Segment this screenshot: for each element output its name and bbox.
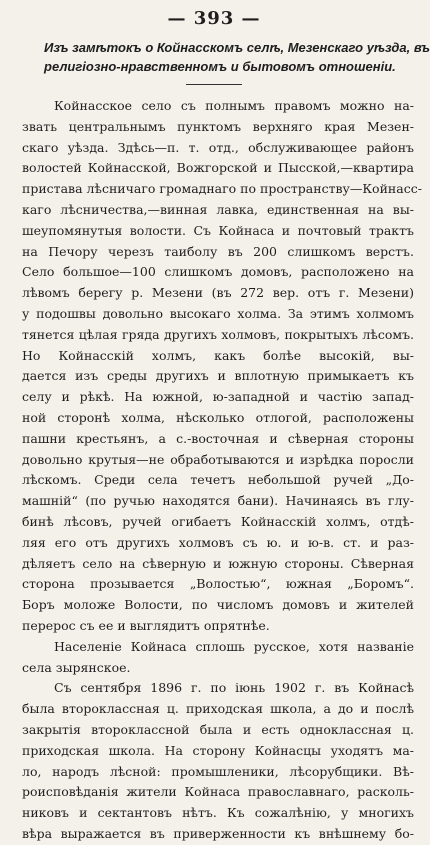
text-line: машній“ (по ручью находятся бани). Начинаясь въ глу-: [22, 493, 414, 509]
text-line: дѣляетъ село на сѣверную и южную стороны. Сѣверная: [22, 555, 414, 571]
text-line: скаго уѣзда. Здѣсь—п. т. отд., обслуживающее районъ: [22, 139, 414, 155]
text-line: была второклассная ц. приходская школа, а до и послѣ: [22, 701, 414, 717]
text-line: волостей Койнасской, Вожгорской и Пысской,—квартира: [22, 160, 414, 176]
text-line: приходская школа. На сторону Койнасцы уходятъ ма-: [22, 742, 414, 758]
paragraph: [22, 678, 414, 844]
text-line: никовъ и сектантовъ нѣтъ. Къ сожалѣнію, у многихъ: [22, 805, 414, 821]
text-line: бинѣ лѣсовъ, ручей огибаетъ Койнасскій холмъ, отдѣ-: [22, 513, 414, 529]
text-line: Койнасское село съ полнымъ правомъ можно на-: [54, 98, 414, 113]
text-line: Населеніе Койнаса сплошь русское, хотя названіе: [54, 638, 414, 654]
text-line: Боръ моложе Волости, по числомъ домовъ и жителей: [22, 597, 414, 613]
text-line: лѣвомъ берегу р. Мезени (въ 272 вер. отъ г. Мезени): [22, 285, 414, 301]
text-line: дается изъ среды другихъ и вплотную примыкаетъ къ: [22, 368, 414, 384]
article-heading: [44, 38, 430, 76]
text-line: звать центральнымъ пунктомъ верхняго края Мезен-: [22, 118, 414, 134]
text-line: Но Койнасскій холмъ, какъ болѣе высокій, вы-: [22, 347, 414, 363]
page-number: — 393 —: [167, 8, 261, 29]
text-line: шеупомянутыя волости. Съ Койнаса и почтовый трактъ: [22, 222, 414, 238]
text-line: тянется цѣлая гряда другихъ холмовъ, покрытыхъ лѣсомъ.: [22, 326, 414, 342]
text-line: Съ сентября 1896 г. по іюнь 1902 г. въ Койнасѣ: [54, 680, 414, 696]
text-line: селу и рѣкѣ. На южной, ю-западной и частію запад-: [22, 389, 414, 405]
text-line: закрытія второклассной была и есть одноклассная ц.: [22, 721, 414, 737]
text-line: сторона прозывается „Волостью“, южная „Боромъ“.: [22, 576, 414, 592]
text-line: довольно крутыя—не обработываются и изрѣдка поросли: [22, 451, 414, 467]
text-line: вѣра выражается въ приверженности къ внѣшнему бо-: [22, 825, 414, 841]
text-line: Село большое—100 слишкомъ домовъ, расположено на: [22, 264, 414, 280]
text-line: пашни крестьянъ, а с.-восточная и сѣверная стороны: [22, 430, 414, 446]
heading-line: религіозно-нравственномъ и бытовомъ отношеніи.: [44, 59, 396, 74]
article-body: [22, 96, 422, 845]
text-line: ляя его отъ другихъ холмовъ съ ю. и ю-в. ст. и раз-: [22, 534, 414, 550]
text-line: ло, народъ лѣсной: промышленики, лѣсорубщики. Вѣ-: [22, 763, 414, 779]
text-line: пристава лѣсничаго громаднаго по пространству—Койнасс-: [22, 181, 422, 197]
text-line: лѣскомъ. Среди села течетъ небольшой ручей „До-: [22, 472, 414, 488]
text-line: села зырянское.: [22, 659, 131, 675]
text-line: перерос съ ее и выглядитъ опрятнѣе.: [22, 617, 270, 633]
text-line: роисповѣданія жители Койнаса православнаго, расколь-: [22, 784, 414, 800]
paragraph: [22, 96, 422, 637]
paragraph: [22, 637, 414, 679]
heading-divider: [186, 84, 242, 85]
text-line: на Печору черезъ таиболу въ 200 слишкомъ верстъ.: [22, 243, 414, 259]
text-line: ной сторонѣ холма, нѣсколько отлогой, расположены: [22, 409, 414, 425]
heading-line: Изъ замѣтокъ о Койнасскомъ селѣ, Мезенскаго уѣзда, въ: [44, 40, 430, 55]
text-line: каго лѣсничества,—винная лавка, единственная на вы-: [22, 201, 414, 217]
text-line: у подошвы довольно высокаго холма. За этимъ холмомъ: [22, 305, 414, 321]
